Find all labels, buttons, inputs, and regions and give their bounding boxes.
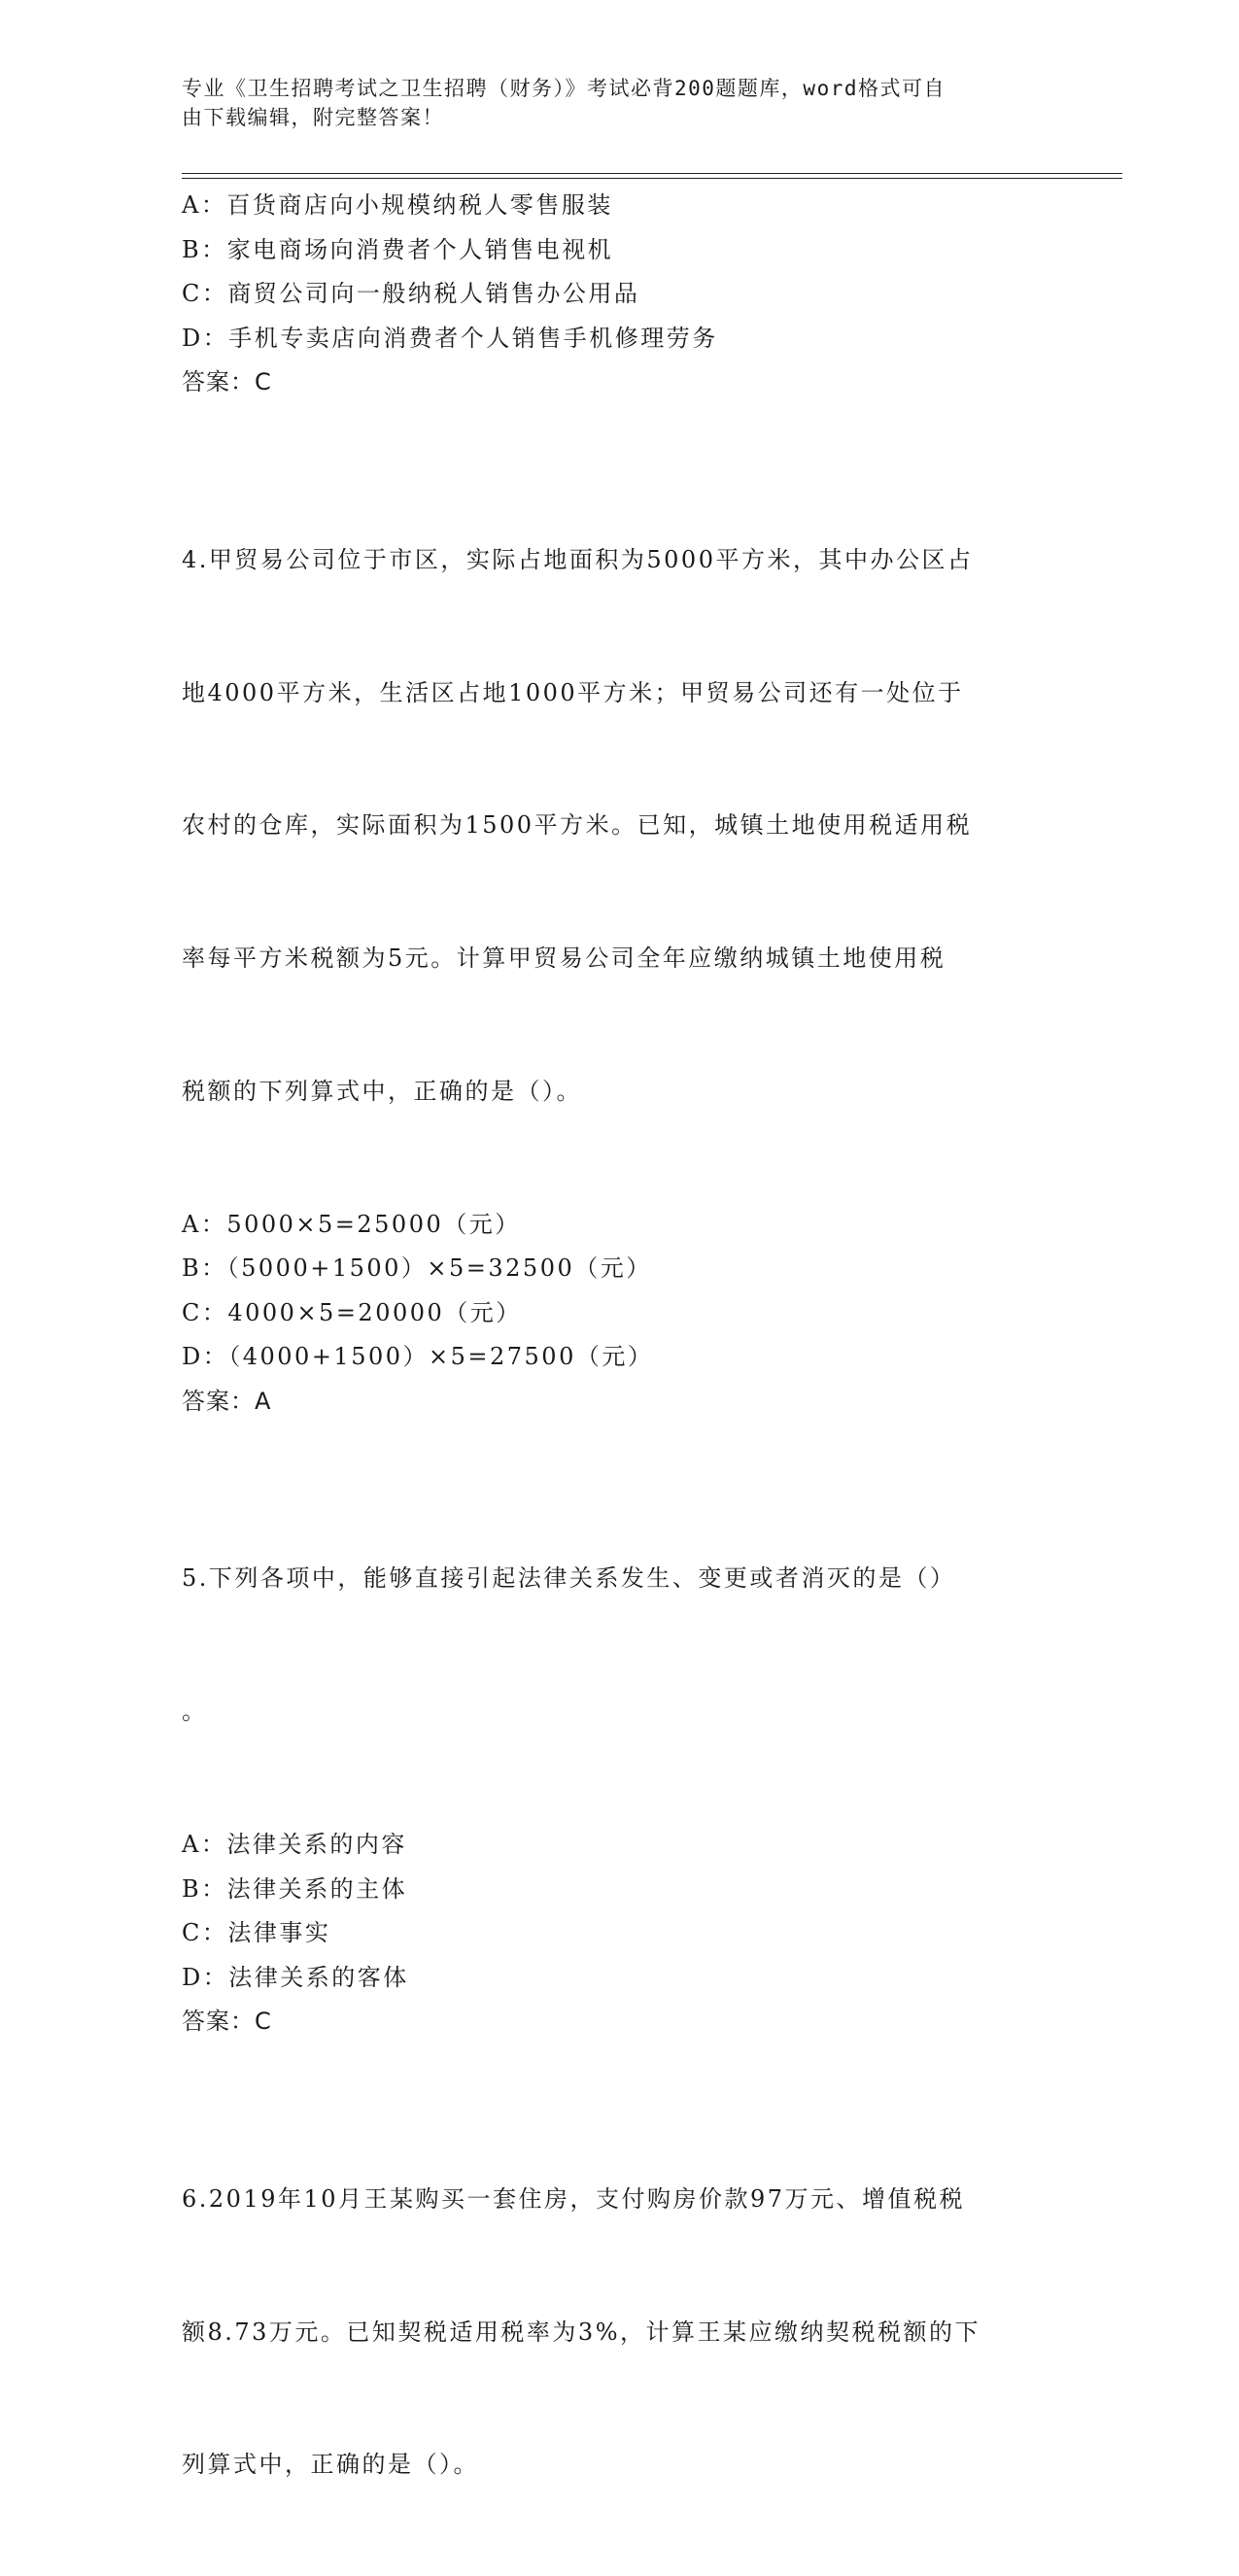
question-line: 5.下列各项中，能够直接引起法律关系发生、变更或者消灭的是（） <box>182 1564 956 1593</box>
question-line: 额8.73万元。已知契税适用税率为3%，计算王某应缴纳契税税额的下 <box>182 2318 981 2346</box>
question-line: 列算式中，正确的是（）。 <box>182 2451 479 2479</box>
option-a: A：5000×5=25000（元） <box>182 1210 521 1238</box>
question-line: 农村的仓库，实际面积为1500平方米。已知，城镇土地使用税适用税 <box>182 811 973 840</box>
document-header <box>182 74 1056 132</box>
question-line: 率每平方米税额为5元。计算甲贸易公司全年应缴纳城镇土地使用税 <box>182 945 946 973</box>
header-rule-bottom <box>182 178 1122 179</box>
question-line: 6.2019年10月王某购买一套住房，支付购房价款97万元、增值税税 <box>182 2184 966 2213</box>
question-text <box>182 450 1076 1203</box>
header-line-2: 由下载编辑，附完整答案！ <box>182 106 444 129</box>
question-4 <box>182 450 1076 1425</box>
option-c: C：商贸公司向一般纳税人销售办公用品 <box>182 280 640 308</box>
document-body <box>182 184 1076 2576</box>
option-d: D：法律关系的客体 <box>182 1963 409 1991</box>
question-line: 税额的下列算式中，正确的是（）。 <box>182 1077 582 1105</box>
spacer <box>182 2044 1076 2089</box>
option-d: D：手机专卖店向消费者个人销售手机修理劳务 <box>182 324 718 352</box>
question-6 <box>182 2089 1076 2576</box>
option-c: C：4000×5=20000（元） <box>182 1298 522 1326</box>
option-a: A：法律关系的内容 <box>182 1830 407 1858</box>
option-a: A：百货商店向小规模纳税人零售服装 <box>182 191 613 219</box>
answer: 答案：A <box>182 1388 272 1416</box>
option-b: B：法律关系的主体 <box>182 1874 408 1903</box>
spacer <box>182 405 1076 450</box>
question-line: 4.甲贸易公司位于市区，实际占地面积为5000平方米，其中办公区占 <box>182 545 974 573</box>
question-line: 。 <box>182 1698 208 1726</box>
question-text <box>182 2089 1076 2576</box>
header-line-1: 专业《卫生招聘考试之卫生招聘（财务）》考试必背200题题库，word格式可自 <box>182 77 946 100</box>
option-b: B：（5000+1500）×5=32500（元） <box>182 1254 652 1283</box>
answer: 答案：C <box>182 368 272 396</box>
option-c: C：法律事实 <box>182 1919 331 1947</box>
question-5 <box>182 1468 1076 2044</box>
question-3 <box>182 184 1076 405</box>
question-line: 地4000平方米，生活区占地1000平方米；甲贸易公司还有一处位于 <box>182 678 964 706</box>
header-rule-top <box>182 173 1122 174</box>
answer: 答案：C <box>182 2008 272 2036</box>
spacer <box>182 1425 1076 1469</box>
question-text <box>182 1468 1076 1823</box>
option-b: B：家电商场向消费者个人销售电视机 <box>182 235 614 263</box>
option-d: D：（4000+1500）×5=27500（元） <box>182 1343 654 1371</box>
